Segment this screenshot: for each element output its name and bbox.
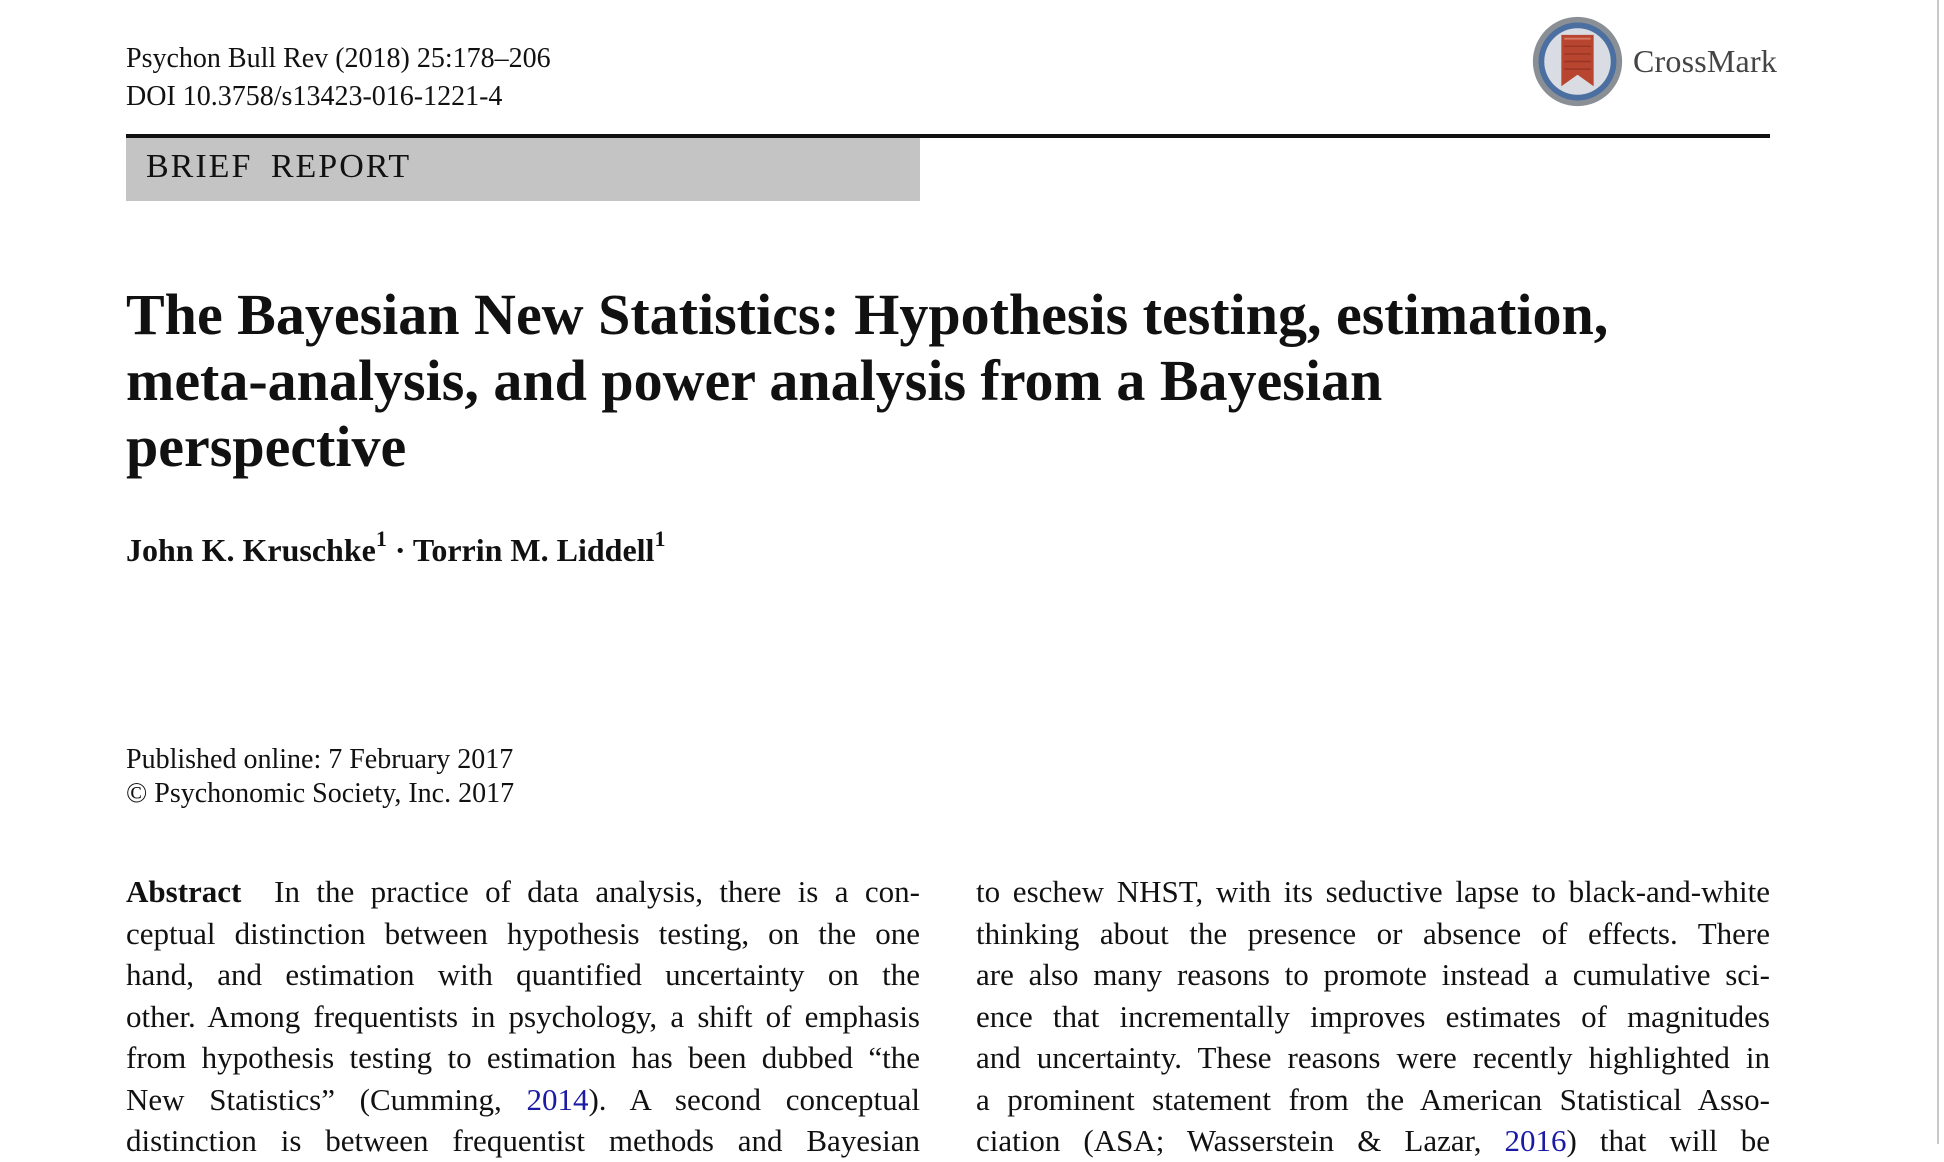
abstract-line: ceptual distinction between hypothesis testing, on the one xyxy=(126,915,920,951)
paper-title xyxy=(126,282,1826,480)
citation-link[interactable]: 2014 xyxy=(526,1081,589,1117)
author-separator: · xyxy=(394,532,406,568)
journal-citation: Psychon Bull Rev (2018) 25:178–206 xyxy=(126,43,551,74)
abstract-text: ciation (ASA; Wasserstein & Lazar, xyxy=(976,1123,1505,1158)
author-affiliation: 1 xyxy=(654,526,666,551)
abstract-text: ). A second conceptual xyxy=(588,1081,920,1117)
author-affiliation: 1 xyxy=(375,526,387,551)
copyright: © Psychonomic Society, Inc. 2017 xyxy=(126,778,515,809)
crossmark-icon xyxy=(1530,14,1625,109)
abstract-line: to eschew NHST, with its seductive lapse to black-and-white xyxy=(976,874,1770,909)
journal-meta xyxy=(126,40,551,116)
crossmark-badge[interactable] xyxy=(1530,14,1777,109)
crossmark-label: CrossMark xyxy=(1633,43,1778,79)
abstract-line: distinction is between frequentist methods and Bayesian xyxy=(126,1123,920,1158)
title-line: meta-analysis, and power analysis from a Bayesian xyxy=(126,348,1383,413)
author-name[interactable]: John K. Kruschke xyxy=(126,532,376,568)
abstract-line: thinking about the presence or absence of effects. There xyxy=(976,915,1770,951)
abstract-left-column xyxy=(126,871,920,1162)
author-list xyxy=(126,526,666,569)
abstract-line xyxy=(976,1120,1770,1162)
abstract-line: a prominent statement from the American Statistical Asso- xyxy=(976,1081,1770,1117)
publication-info xyxy=(126,743,514,811)
abstract-line: from hypothesis testing to estimation has been dubbed “the xyxy=(126,1040,920,1075)
abstract-text: In the practice of data analysis, there is a con- xyxy=(274,874,920,909)
doi[interactable]: DOI 10.3758/s13423-016-1221-4 xyxy=(126,81,503,112)
abstract-line: and uncertainty. These reasons were recently highlighted in xyxy=(976,1040,1770,1075)
title-line: The Bayesian New Statistics: Hypothesis testing, estimation, xyxy=(126,282,1609,347)
published-date: Published online: 7 February 2017 xyxy=(126,744,514,775)
section-band xyxy=(126,138,920,201)
section-label: BRIEF REPORT xyxy=(146,148,412,185)
abstract-line xyxy=(126,871,920,913)
abstract-line: other. Among frequentists in psychology, a shift of emphasis xyxy=(126,998,920,1034)
abstract-line: are also many reasons to promote instead a cumulative sci- xyxy=(976,957,1770,992)
abstract-text: New Statistics” (Cumming, xyxy=(126,1081,527,1117)
author-name[interactable]: Torrin M. Liddell xyxy=(412,532,655,568)
abstract-line: hand, and estimation with quantified uncertainty on the xyxy=(126,957,920,992)
abstract-right-column xyxy=(976,871,1770,1162)
abstract-line: ence that incrementally improves estimates of magnitudes xyxy=(976,998,1770,1034)
abstract-line xyxy=(126,1079,920,1121)
abstract-text: ) that will be xyxy=(1566,1123,1770,1158)
page-edge xyxy=(1937,0,1939,1144)
title-line: perspective xyxy=(126,414,407,479)
abstract-label: Abstract xyxy=(126,874,242,909)
citation-link[interactable]: 2016 xyxy=(1504,1123,1567,1158)
